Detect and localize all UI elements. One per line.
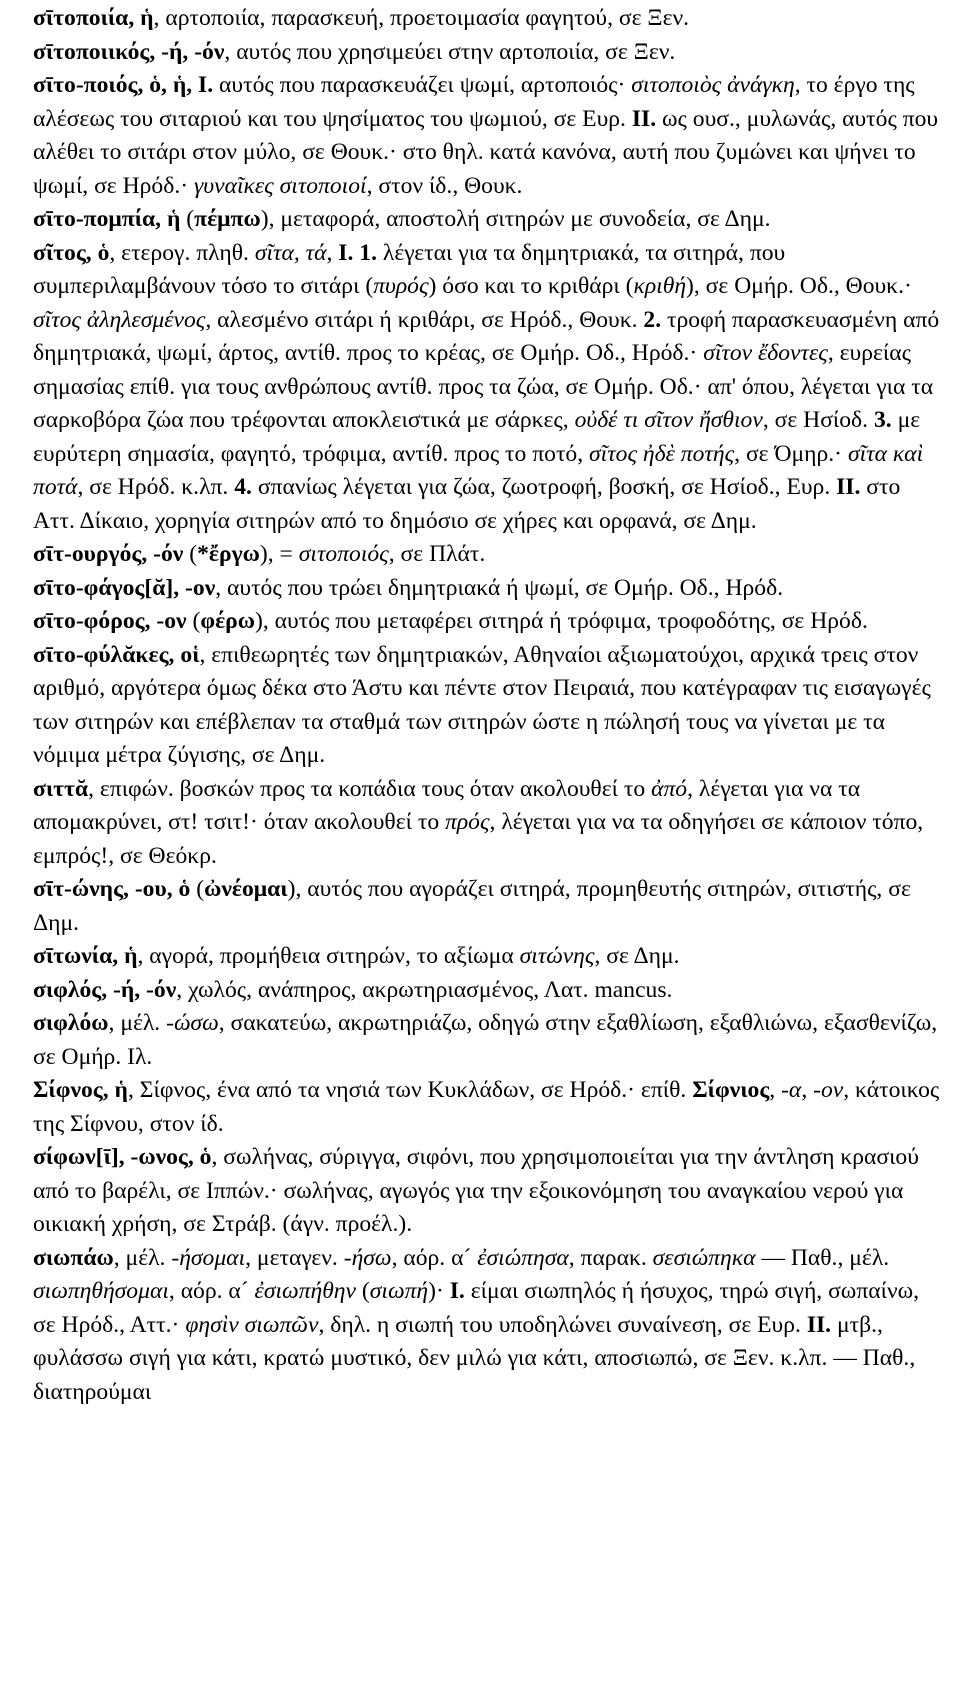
entry-text: ), = [259, 541, 299, 567]
entry-bold-text: φέρω [200, 608, 256, 634]
entry-headword: σιφλόω [33, 1010, 109, 1036]
entry-italic-text: κριθή [633, 273, 687, 299]
entry-italic-text: σεσιώπηκα [652, 1244, 756, 1271]
entry-italic-text: πυρός [373, 273, 429, 299]
entry-text: , σε Δημ. [594, 943, 680, 969]
entry-italic-text: σιωπηθήσομαι [33, 1278, 169, 1304]
entry-text: , λέγεται για να τα οδηγήσει σε κάποιον τόπο, εμπρός!, σε Θεόκρ. [33, 809, 924, 869]
entry-italic-text: σῖτα καὶ ποτά [33, 440, 924, 500]
entry-italic-text: σιτοποιὸς ἀνάγκη [631, 72, 795, 98]
entry-text: , μέλ. [113, 1244, 172, 1271]
entry-headword: σῑτο-φύλᾰκες, οἱ [33, 641, 200, 668]
entry-italic-text: σῖτα, τά [254, 239, 327, 266]
entry-text: , ευρείας σημασίας επίθ. για τους ανθρώπους αντίθ. προς τα ζώα, σε Ομήρ. Οδ.· απ' όπου, λέγεται για τα σαρκοβόρα ζώα που τρέφονται αποκλειστικά με σάρκες, [33, 340, 934, 433]
entry-text: ως ουσ., μυλωνάς, αυτός που αλέθει το σιτάρι στον μύλο, σε Θουκ.· στο θηλ. κατά κανόνα, αυτή που ζυμώνει και ψήνει το ψωμί, σε Ηρόδ.· [33, 105, 939, 199]
entry-bold-text: 1. [359, 239, 377, 266]
entry-text: ), σε Ομήρ. Οδ., Θουκ.· [686, 273, 912, 299]
entry-headword: σῑτοποιία, ἡ [33, 5, 154, 31]
entry-text: , Σίφνος, ένα από τα νησιά των Κυκλάδων, σε Ηρόδ.· επίθ. [127, 1077, 693, 1103]
entry-italic-text: σῖτος ἀληλεσμένος [33, 306, 206, 333]
dictionary-entry-sitofylakes [33, 639, 942, 773]
entry-headword: σιφλός, -ή, -όν [33, 976, 177, 1003]
entry-headword: σῑτ-ώνης, -ου, ὁ [33, 876, 191, 902]
entry-text: λέγεται για τα δημητριακά, τα σιτηρά, που συμπεριλαμβάνουν τόσο το σιτάρι ( [33, 239, 786, 299]
entry-text: , αλεσμένο σιτάρι ή κριθάρι, σε Ηρόδ., Θουκ. [205, 306, 644, 333]
dictionary-entry-siopao [33, 1242, 942, 1410]
entry-italic-text: σιτώνης [519, 943, 595, 969]
entry-italic-text: πρός [445, 809, 490, 835]
entry-headword: σῑτοποιικός, -ή, -όν [33, 38, 225, 65]
entry-text: , επιθεωρητές των δημητριακών, Αθηναίοι αξιωματούχοι, αρχικά τρεις στον αριθμό, αργότερα όμως δέκα στο Άστυ και πέντε στον Πειραιά, που κατέγραφαν τις εισαγωγές των σιτηρών και επέβλεπαν τα σταθμά των σιτηρών ώστε η πώλησή τους να γίνεται με τα νόμιμα μέτρα ζύγισης, σε Δημ. [33, 641, 931, 768]
entry-text: , [326, 239, 339, 266]
entry-bold-text: 2. [643, 306, 662, 333]
entry-italic-text: γυναῖκες σιτοποιοί [194, 172, 367, 199]
entry-text: , ετερογ. πληθ. [109, 239, 255, 266]
entry-text: , σακατεύω, ακρωτηριάζω, οδηγώ στην εξαθλίωση, εξαθλιώνω, εξασθενίζω, σε Ομήρ. Ιλ. [33, 1010, 938, 1070]
entry-headword: σῑτωνία, ἡ [33, 943, 138, 969]
entry-headword: σῖτος, ὁ [33, 239, 110, 266]
entry-headword: σίφων[ῑ], -ωνος, ὁ [33, 1144, 212, 1170]
entry-italic-text: ἀπό [651, 775, 688, 802]
entry-text: μτβ., φυλάσσω σιγή για κάτι, κρατώ μυστικό, δεν μιλώ για κάτι, αποσιωπώ, σε Ξεν. κ.λπ. — Παθ., διατηρούμαι [33, 1311, 916, 1405]
entry-text: ), αυτός που μεταφέρει σιτηρά ή τρόφιμα, τροφοδότης, σε Ηρόδ. [255, 608, 868, 634]
entry-headword: σιττᾰ [33, 775, 89, 802]
entry-headword: Σίφνος, ἡ [33, 1077, 128, 1103]
entry-headword: σῑτο-ποιός, ὁ, ἡ, Ι. [33, 72, 214, 98]
entry-text: ( [180, 206, 195, 232]
dictionary-entry-sitopompia [33, 203, 942, 237]
entry-italic-text: φησὶν σιωπῶν [185, 1311, 319, 1338]
dictionary-entry-siflos [33, 974, 942, 1008]
entry-text: , αυτός που τρώει δημητριακά ή ψωμί, σε Ομήρ. Οδ., Ηρόδ. [215, 574, 784, 601]
entry-text: τροφή παρασκευασμένη από δημητριακά, ψωμί, άρτος, αντίθ. προς το κρέας, σε Ομήρ. Οδ., Ηρόδ.· [33, 306, 940, 366]
entry-text: , κάτοικος της Σίφνου, στον ίδ. [33, 1077, 940, 1137]
entry-text: ) όσο και το κριθάρι ( [428, 273, 634, 299]
entry-bold-text: πέμπω [194, 206, 261, 232]
entry-text: στο Αττ. Δίκαιο, χορηγία σιτηρών από το δημόσιο σε χήρες και ορφανά, σε Δημ. [33, 474, 901, 534]
entry-text: ), αυτός που αγοράζει σιτηρά, προμηθευτής σιτηρών, σιτιστής, σε Δημ. [33, 876, 911, 936]
entry-text: , αρτοποιία, παρασκευή, προετοιμασία φαγητού, σε Ξεν. [153, 5, 690, 31]
entry-text: αυτός που παρασκευάζει ψωμί, αρτοποιός· [213, 72, 632, 98]
entry-headword: σιωπάω [33, 1244, 114, 1271]
entry-text: ( [183, 541, 198, 567]
entry-bold-text: *ἔργω [197, 541, 260, 567]
dictionary-entry-sifon [33, 1141, 942, 1242]
entry-bold-text: Σίφνιος [692, 1077, 770, 1103]
entry-italic-text: οὐδέ τι σῖτον ἤσθιον [574, 407, 763, 433]
entry-text: ( [186, 608, 201, 634]
dictionary-entry-sitofagos [33, 572, 942, 606]
entry-bold-text: ΙΙ. [836, 474, 861, 500]
entry-italic-text: ἐσιωπήθην [254, 1278, 356, 1304]
entry-headword: σῑτο-φόρος, -ον [33, 608, 187, 634]
entry-italic-text: σιωπή [369, 1278, 429, 1304]
entry-text: με ευρύτερη σημασία, φαγητό, τρόφιμα, αντίθ. προς το ποτό, [33, 407, 921, 467]
entry-bold-text: Ι. [449, 1278, 465, 1304]
entry-bold-text: ΙΙ. [806, 1311, 832, 1338]
entry-text: , σε Όμηρ.· [734, 440, 848, 467]
entry-italic-text: -ήσω [343, 1244, 392, 1271]
entry-text: , δηλ. η σιωπή του υποδηλώνει συναίνεση, σε Ευρ. [318, 1311, 807, 1338]
entry-italic-text: -ήσομαι [171, 1244, 246, 1271]
entry-italic-text: σῖτον ἔδοντες [703, 340, 828, 366]
entry-text: , λέγεται για να τα απομακρύνει, στ! τσιτ!· όταν ακολουθεί το [33, 775, 861, 835]
dictionary-entry-sitos [33, 237, 942, 539]
entry-text: , αγορά, προμήθεια σιτηρών, το αξίωμα [137, 943, 520, 969]
entry-bold-text: 3. [873, 407, 892, 433]
entry-text: , χωλός, ανάπηρος, ακρωτηριασμένος, Λατ. mancus. [176, 976, 673, 1003]
dictionary-entry-sitopoiikos [33, 36, 942, 70]
entry-text: , σε Πλάτ. [388, 541, 486, 567]
entry-text: , αόρ. α´ [168, 1278, 255, 1304]
dictionary-entry-sitoforos [33, 605, 942, 639]
entry-text: ), μεταφορά, αποστολή σιτηρών με συνοδεία, σε Δημ. [260, 206, 771, 232]
entry-italic-text: -ώσω [166, 1010, 219, 1036]
dictionary-entry-sitonia [33, 940, 942, 974]
entry-text: , μεταγεν. [245, 1244, 344, 1271]
entry-text: , σωλήνας, σύριγγα, σιφόνι, που χρησιμοποιείται για την άντληση κρασιού από το βαρέλι, σε Ιππών.· σωλήνας, αγωγός για την εξοικονόμηση του αναγκαίου νερού για οικιακή χρήση, σε Στράβ. (άγν. προέλ.). [33, 1144, 919, 1237]
entry-text: , παρακ. [568, 1244, 653, 1271]
dictionary-entry-sitta [33, 773, 942, 874]
dictionary-entry-sitonis [33, 873, 942, 940]
entry-text: )· [428, 1278, 450, 1304]
dictionary-entry-sitopoios [33, 69, 942, 203]
entry-bold-text: ΙΙ. [631, 105, 657, 132]
entry-text: , στον ίδ., Θουκ. [366, 172, 523, 199]
entry-headword: σῑτο-φάγος[ᾰ], -ον [33, 574, 216, 601]
entry-text: , αόρ. α´ [391, 1244, 478, 1271]
entry-bold-text: Ι. [338, 239, 354, 266]
entry-text: είμαι σιωπηλός ή ήσυχος, τηρώ σιγή, σωπαίνω, σε Ηρόδ., Αττ.· [33, 1278, 920, 1338]
entry-bold-text: ὠνέομαι [204, 876, 288, 902]
entry-bold-text: 4. [234, 474, 252, 500]
dictionary-entry-sifnos [33, 1074, 942, 1141]
entry-italic-text: σιτοποιός [298, 541, 389, 567]
entry-text: ( [355, 1278, 370, 1304]
entry-italic-text: σῖτος ἠδὲ ποτής [589, 440, 735, 467]
entry-italic-text: -α, -ον [781, 1077, 844, 1103]
entry-text: , σε Ησίοδ. [762, 407, 874, 433]
entry-italic-text: ἐσιώπησα [477, 1244, 569, 1271]
entry-headword: σῑτ-ουργός, -όν [33, 541, 184, 567]
entry-text: , [769, 1077, 782, 1103]
entry-text: , σε Ηρόδ. κ.λπ. [77, 474, 235, 500]
dictionary-entry-siflo [33, 1007, 942, 1074]
dictionary-entry-sitopoiia [33, 2, 942, 36]
entry-text: — Παθ., μέλ. [755, 1244, 890, 1271]
entry-headword: σῑτο-πομπία, ἡ [33, 206, 181, 232]
entry-text: , επιφών. βοσκών προς τα κοπάδια τους όταν ακολουθεί το [88, 775, 652, 802]
entry-text: , το έργο της αλέσεως του σιταριού και του ψησίματος του ψωμιού, σε Ευρ. [33, 72, 915, 132]
entry-text: ( [190, 876, 205, 902]
entry-text: , μέλ. [108, 1010, 167, 1036]
entry-text: σπανίως λέγεται για ζώα, ζωοτροφή, βοσκή, σε Ησίοδ., Ευρ. [251, 474, 837, 500]
entry-text: , αυτός που χρησιμεύει στην αρτοποιία, σε Ξεν. [224, 38, 676, 65]
dictionary-entry-sitourgos [33, 538, 942, 572]
